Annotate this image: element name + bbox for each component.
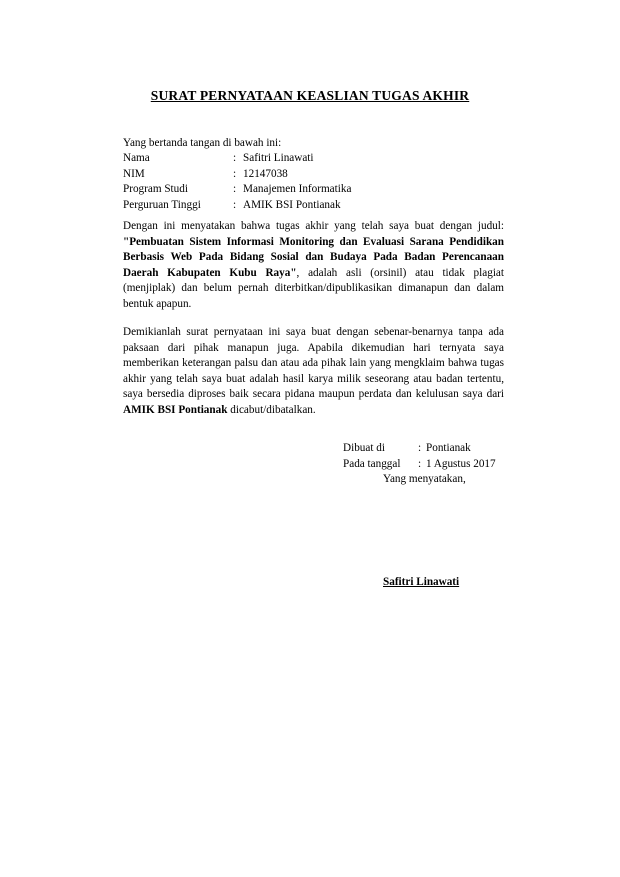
place-value: Pontianak [426, 442, 471, 454]
identity-row-institution [123, 198, 351, 214]
identity-label: Program Studi [123, 183, 188, 195]
identity-label: Nama [123, 152, 150, 164]
intro-text: Yang bertanda tangan di bawah ini: [123, 137, 282, 149]
place-label: Dibuat di [343, 442, 385, 454]
identity-value: 12147038 [243, 167, 288, 180]
signatory-name: Safitri Linawati [383, 576, 460, 588]
declarant-label: Yang menyatakan, [383, 473, 466, 485]
place-date-block [343, 440, 496, 472]
declaration-lead: Dengan ini menyatakan bahwa tugas akhir yang telah saya buat dengan judul: [123, 220, 504, 232]
identity-row-nim [123, 167, 351, 183]
date-label: Pada tanggal [343, 458, 401, 470]
identity-separator: : [233, 152, 237, 164]
identity-value: Manajemen Informatika [243, 183, 352, 195]
identity-separator: : [233, 198, 237, 211]
closing-tail: dicabut/dibatalkan. [227, 403, 316, 416]
declaration-tail: , adalah asli (orsinil) atau tidak plagiat (menjiplak) dan belum pernah diterbitkan/dipublikasikan dimanapun dan dalam bentuk apapun. [123, 266, 504, 310]
identity-label: NIM [123, 167, 145, 180]
identity-value: Safitri Linawati [243, 152, 314, 164]
identity-separator: : [233, 183, 237, 195]
date-separator: : [418, 458, 422, 470]
project-title: "Pembuatan Sistem Informasi Monitoring dan Evaluasi Sarana Pendidikan Berbasis Web Pada Bidang Sosial dan Budaya Pada Badan Perencanaan Daerah Kabupaten Kubu Raya" [123, 235, 504, 279]
identity-row-name [123, 151, 351, 167]
identity-separator: : [233, 167, 237, 180]
date-row [343, 456, 496, 472]
identity-row-program [123, 182, 351, 198]
declaration-paragraph [123, 219, 504, 313]
closing-paragraph [123, 325, 504, 419]
identity-label: Perguruan Tinggi [123, 198, 201, 211]
identity-value: AMIK BSI Pontianak [243, 198, 341, 211]
place-row [343, 440, 496, 456]
date-value: 1 Agustus 2017 [426, 458, 496, 470]
place-separator: : [418, 442, 422, 454]
closing-lead: Demikianlah surat pernyataan ini saya buat dengan sebenar-benarnya tanpa ada paksaan dari pihak manapun juga. Apabila dikemudian hari ternyata saya memberikan keterangan palsu dan atau ada pihak lain yang mengklaim bahwa tugas akhir yang telah saya buat adalah hasil karya milik seseorang atau badan tertentu, saya bersedia diproses baik secara pidana maupun perdata dan kelulusan saya dari [123, 326, 504, 401]
institution-name: AMIK BSI Pontianak [123, 403, 228, 416]
identity-table [123, 151, 351, 213]
document-title: SURAT PERNYATAAN KEASLIAN TUGAS AKHIR [150, 88, 470, 103]
